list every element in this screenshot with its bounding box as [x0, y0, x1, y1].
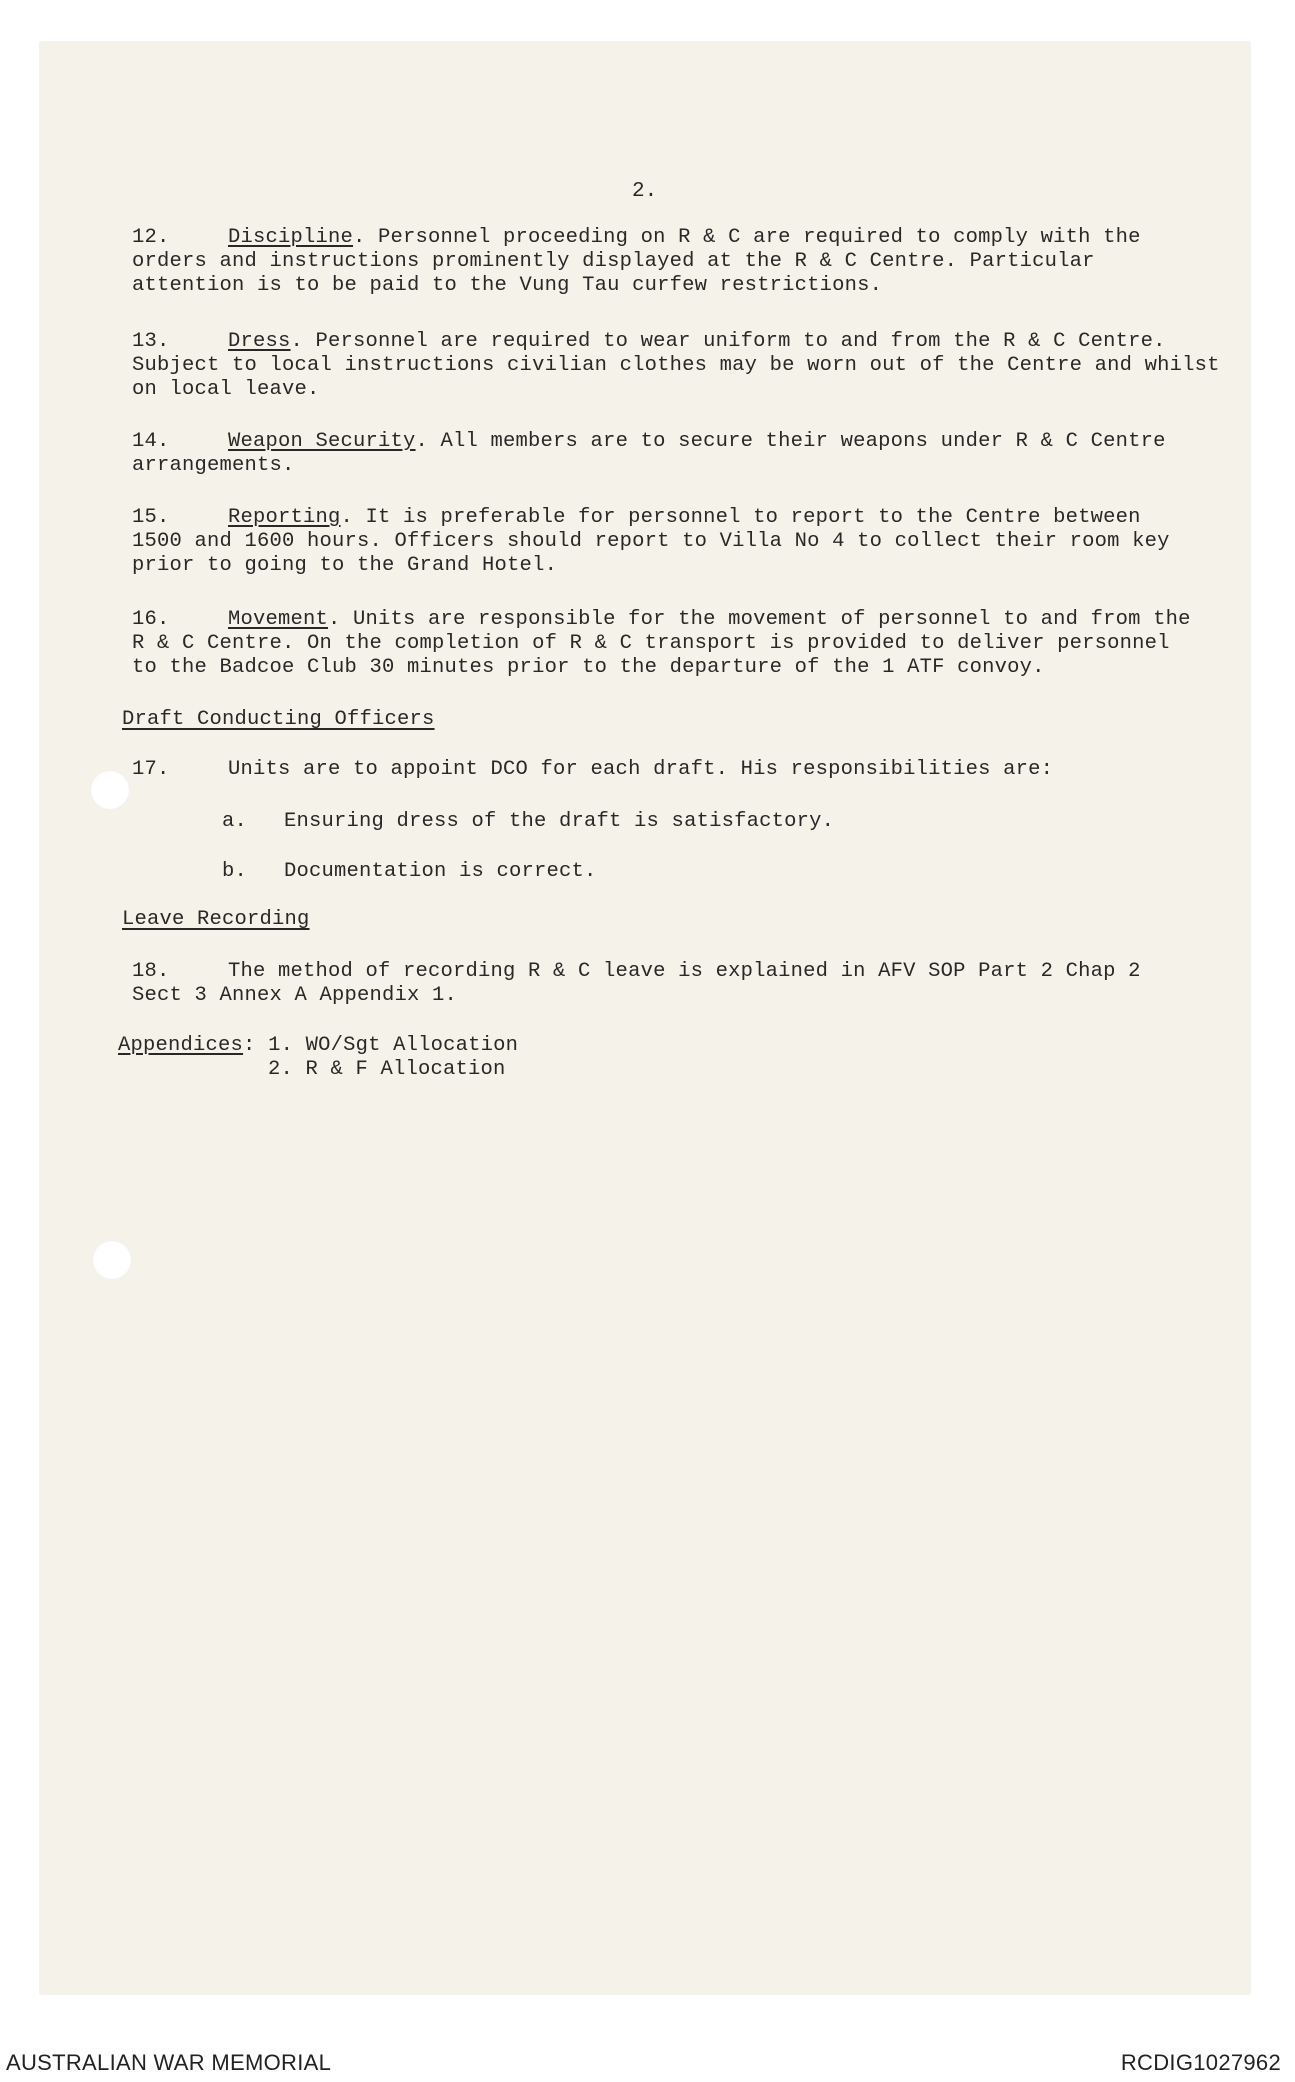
paragraph-line: . Units are responsible for the movement of personnel to and from the	[328, 608, 1191, 631]
footer-record-id: RCDIG1027962	[1120, 2050, 1281, 2075]
paragraph-heading: Weapon Security	[228, 430, 416, 453]
paragraph-line: . It is preferable for personnel to report to the Centre between	[340, 506, 1141, 529]
paragraph-line: . All members are to secure their weapons under R & C Centre	[415, 430, 1166, 453]
paragraph-number: 15.	[132, 506, 170, 529]
paragraph-line: prior to going to the Grand Hotel.	[132, 554, 558, 577]
paragraph-line: Sect 3 Annex A Appendix 1.	[132, 984, 458, 1007]
paragraph-line: orders and instructions prominently displayed at the R & C Centre. Particular	[132, 250, 1095, 273]
punch-hole-upper	[90, 770, 130, 810]
paragraph-number: 13.	[132, 330, 170, 353]
appendices-separator: :	[243, 1034, 256, 1057]
paragraph-14	[132, 430, 1217, 478]
punch-hole-lower	[92, 1240, 132, 1280]
list-item	[222, 810, 834, 833]
paragraph-number: 14.	[132, 430, 170, 453]
paragraph-number: 12.	[132, 226, 170, 249]
paragraph-12	[132, 226, 1217, 298]
paragraph-heading: Reporting	[228, 506, 341, 529]
list-item-letter: a.	[222, 810, 248, 833]
paragraph-line: Subject to local instructions civilian clothes may be worn out of the Centre and whilst	[132, 354, 1220, 377]
list-item	[222, 860, 597, 883]
appendices-block	[118, 1034, 518, 1082]
paragraph-17	[132, 758, 1217, 782]
section-heading-leave: Leave Recording	[122, 908, 310, 931]
paragraph-line: . Personnel are required to wear uniform to and from the R & C Centre.	[290, 330, 1166, 353]
paragraph-number: 17.	[132, 758, 170, 781]
list-item-letter: b.	[222, 860, 248, 883]
paragraph-heading: Discipline	[228, 226, 354, 249]
paragraph-line: R & C Centre. On the completion of R & C transport is provided to deliver personnel	[132, 632, 1170, 655]
paragraph-15	[132, 506, 1217, 578]
paragraph-18	[132, 960, 1217, 1008]
list-item-text: Documentation is correct.	[284, 860, 597, 883]
paragraph-line: arrangements.	[132, 454, 295, 477]
paragraph-line: 1500 and 1600 hours. Officers should report to Villa No 4 to collect their room key	[132, 530, 1170, 553]
paragraph-line: . Personnel proceeding on R & C are required to comply with the	[353, 226, 1141, 249]
paragraph-line: attention is to be paid to the Vung Tau curfew restrictions.	[132, 274, 883, 297]
appendix-item: 2. R & F Allocation	[268, 1058, 506, 1081]
paragraph-line: to the Badcoe Club 30 minutes prior to the departure of the 1 ATF convoy.	[132, 656, 1045, 679]
page-number: 2.	[632, 180, 658, 203]
list-item-text: Ensuring dress of the draft is satisfactory.	[284, 810, 835, 833]
paragraph-line: The method of recording R & C leave is explained in AFV SOP Part 2 Chap 2	[228, 960, 1141, 983]
footer-institution: AUSTRALIAN WAR MEMORIAL	[6, 2050, 332, 2075]
appendix-item: 1. WO/Sgt Allocation	[268, 1034, 519, 1057]
paragraph-13	[132, 330, 1220, 402]
paragraph-16	[132, 608, 1217, 680]
paragraph-heading: Movement	[228, 608, 329, 631]
paragraph-heading: Dress	[228, 330, 291, 353]
appendices-label: Appendices	[118, 1034, 244, 1057]
paragraph-number: 18.	[132, 960, 170, 983]
section-heading-dco: Draft Conducting Officers	[122, 708, 435, 731]
paragraph-line: on local leave.	[132, 378, 320, 401]
paragraph-line: Units are to appoint DCO for each draft. His responsibilities are:	[228, 758, 1054, 781]
paragraph-number: 16.	[132, 608, 170, 631]
